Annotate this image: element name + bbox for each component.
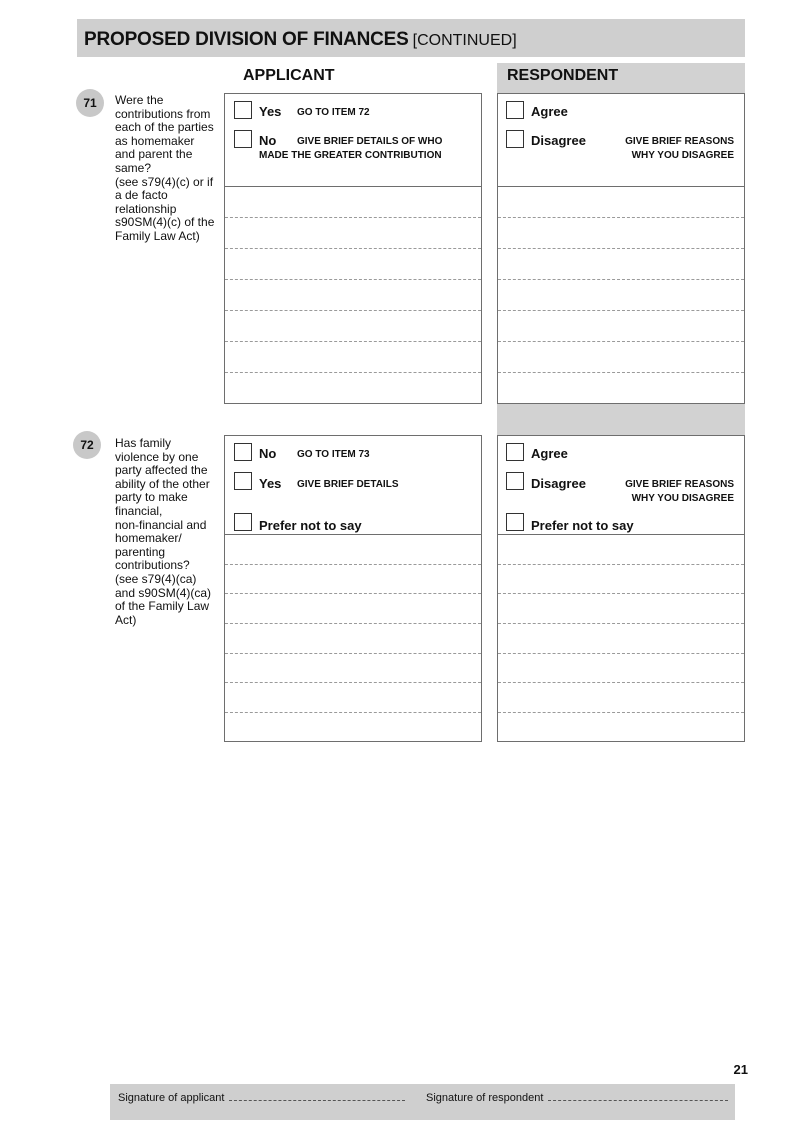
item-71-applicant-no-checkbox[interactable]: [234, 130, 252, 148]
item-72-respondent-agree-label: Agree: [531, 446, 568, 461]
writing-line: [498, 593, 744, 594]
item-71-respondent-agree-checkbox[interactable]: [506, 101, 524, 119]
item-71-applicant-yes-label: Yes: [259, 104, 282, 119]
item-72-applicant-no-label: No: [259, 446, 277, 461]
item-72-question: Has family violence by one party affected the ability of the other party to make financial, non-financial and homemaker/ parenting contributions? (see s79(4)(ca) and s90SM(4)(ca) of the Family Law Act): [115, 436, 212, 627]
item-72-respondent-prefer-not-checkbox[interactable]: [506, 513, 524, 531]
item-72-applicant-no-note: GO TO ITEM 73: [297, 449, 370, 460]
signature-respondent: [426, 1092, 728, 1104]
item-71-respondent-agree-label: Agree: [531, 104, 568, 119]
writing-line: [498, 653, 744, 654]
item-72-respondent-disagree-checkbox[interactable]: [506, 472, 524, 490]
respondent-column-header: RESPONDENT: [497, 63, 745, 93]
item-71-applicant-yes-checkbox[interactable]: [234, 101, 252, 119]
writing-line: [225, 279, 481, 280]
item-72-respondent-panel: [497, 435, 745, 742]
signature-applicant-label: Signature of applicant: [118, 1092, 225, 1104]
respondent-separator-strip: [497, 404, 745, 436]
writing-line: [498, 310, 744, 311]
writing-line: [498, 279, 744, 280]
writing-line: [498, 564, 744, 565]
writing-line: [225, 372, 481, 373]
writing-line: [498, 248, 744, 249]
item-72-applicant-prefer-not-label: Prefer not to say: [259, 518, 362, 533]
item-71-respondent-options: [498, 94, 744, 187]
item-72-applicant-yes-note: GIVE BRIEF DETAILS: [297, 479, 399, 490]
item-72-applicant-yes-label: Yes: [259, 476, 282, 491]
item-72-respondent-prefer-not-label: Prefer not to say: [531, 518, 634, 533]
item-72-applicant-panel: [224, 435, 482, 742]
writing-line: [225, 217, 481, 218]
item-71-applicant-panel: [224, 93, 482, 404]
item-71-number: 71: [76, 89, 104, 117]
page-subtitle: [CONTINUED]: [412, 32, 517, 49]
item-72-applicant-prefer-not-checkbox[interactable]: [234, 513, 252, 531]
page-number: 21: [733, 1062, 748, 1077]
item-71-applicant-no-note-2: MADE THE GREATER CONTRIBUTION: [259, 150, 442, 161]
writing-line: [498, 623, 744, 624]
item-71-question: Were the contributions from each of the parties as homemaker and parent the same? (see s79(4)(c) or if a de facto relationship s90SM(4)(c) of the Family Law Act): [115, 93, 215, 243]
writing-line: [498, 341, 744, 342]
writing-line: [225, 653, 481, 654]
item-72-applicant-no-checkbox[interactable]: [234, 443, 252, 461]
item-71-applicant-options: [225, 94, 481, 187]
item-71-respondent-disagree-label: Disagree: [531, 133, 586, 148]
writing-line: [498, 217, 744, 218]
item-72-respondent-agree-checkbox[interactable]: [506, 443, 524, 461]
writing-line: [225, 564, 481, 565]
item-72-respondent-options: [498, 436, 744, 535]
applicant-column-header: APPLICANT: [243, 67, 335, 84]
signature-bar: [110, 1084, 735, 1120]
item-71-respondent-disagree-note: GIVE BRIEF REASONS: [625, 136, 734, 147]
writing-line: [498, 682, 744, 683]
writing-line: [225, 310, 481, 311]
signature-respondent-line[interactable]: [548, 1100, 728, 1101]
signature-applicant-line[interactable]: [229, 1100, 405, 1101]
page-title: PROPOSED DIVISION OF FINANCES: [84, 29, 409, 50]
writing-line: [225, 341, 481, 342]
writing-line: [225, 623, 481, 624]
item-71-applicant-no-note: GIVE BRIEF DETAILS OF WHO: [297, 136, 443, 147]
writing-line: [225, 248, 481, 249]
item-72-applicant-options: [225, 436, 481, 535]
signature-respondent-label: Signature of respondent: [426, 1092, 544, 1104]
signature-applicant: [118, 1092, 405, 1104]
writing-line: [225, 682, 481, 683]
item-72-respondent-disagree-label: Disagree: [531, 476, 586, 491]
item-72-respondent-disagree-note-2: WHY YOU DISAGREE: [631, 493, 734, 504]
item-71-respondent-disagree-note-2: WHY YOU DISAGREE: [631, 150, 734, 161]
page-title-bar: [77, 19, 745, 57]
writing-line: [225, 593, 481, 594]
item-72-respondent-disagree-note: GIVE BRIEF REASONS: [625, 479, 734, 490]
item-72-applicant-yes-checkbox[interactable]: [234, 472, 252, 490]
item-71-respondent-panel: [497, 93, 745, 404]
item-72-number: 72: [73, 431, 101, 459]
item-71-applicant-yes-note: GO TO ITEM 72: [297, 107, 370, 118]
writing-line: [498, 372, 744, 373]
item-71-applicant-no-label: No: [259, 133, 277, 148]
item-71-respondent-disagree-checkbox[interactable]: [506, 130, 524, 148]
writing-line: [498, 712, 744, 713]
writing-line: [225, 712, 481, 713]
